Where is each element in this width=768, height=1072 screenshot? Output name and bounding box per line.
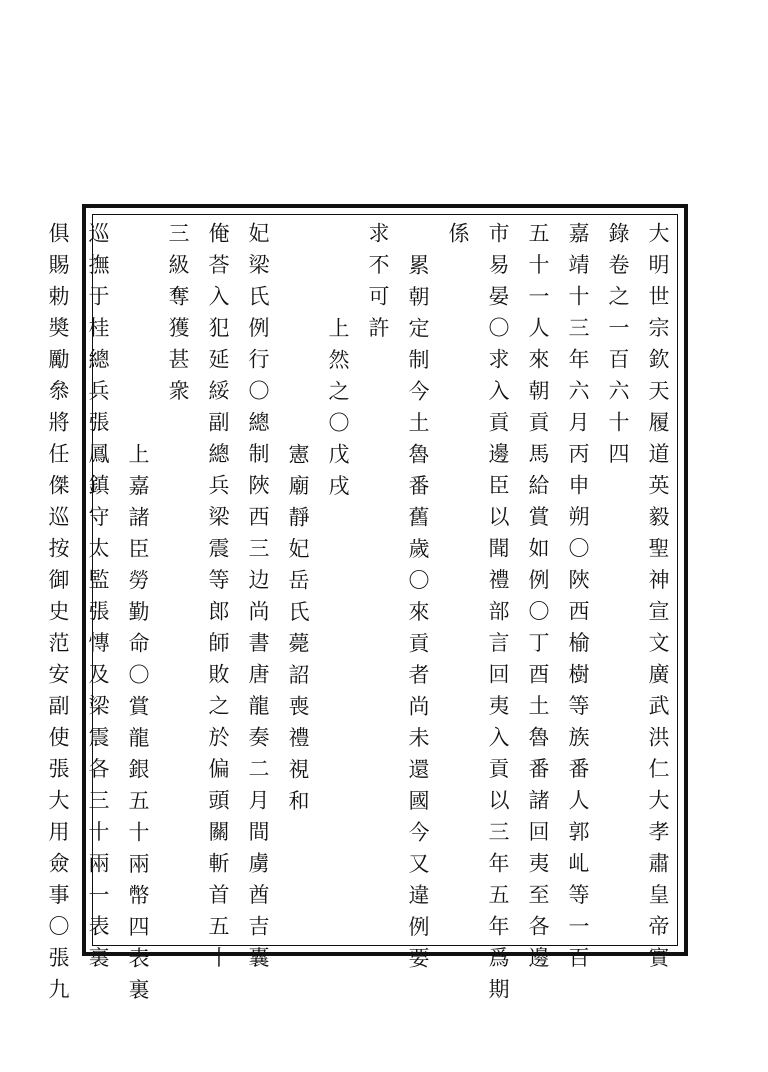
column-text: 俺荅入犯延綏副總兵梁震等郎師敗之於偏頭關斬首五十	[206, 222, 230, 978]
text-column	[78, 222, 118, 978]
column-text: 巡撫于桂總兵張鳳鎮守太監張慱及梁震各三十兩一表裏	[86, 222, 110, 978]
text-column	[358, 222, 398, 940]
text-column	[598, 222, 638, 940]
text-column	[238, 222, 278, 978]
page-frame	[46, 204, 688, 1010]
text-column	[398, 222, 438, 978]
text-column	[558, 222, 598, 978]
column-text: 三級奪獲甚衆	[166, 222, 190, 411]
text-column	[38, 222, 78, 1010]
column-text: 五十一人來朝貢馬給賞如例〇丁酉土魯番諸回夷至各邊	[526, 222, 550, 978]
column-text: 求不可許	[366, 222, 390, 348]
column-text: 俱賜勅奬勵叅將任傑巡按御史范安副使張大用僉事〇張九	[46, 222, 70, 1010]
column-text: 市易晏〇求入貢邊臣以聞禮部言回夷入貢以三年五年爲期	[486, 222, 510, 1010]
text-column	[198, 222, 238, 978]
column-text: 上然之〇戊戌	[326, 316, 350, 506]
text-column	[478, 222, 518, 1010]
text-column	[278, 222, 318, 940]
text-column	[438, 222, 478, 940]
column-text: 憲廟靜妃岳氏薨詔喪禮視和	[286, 442, 310, 821]
text-column	[638, 222, 678, 978]
column-text: 累朝定制今土魯番舊歲〇來貢者尚未還國今又違例要	[406, 253, 430, 978]
text-column	[158, 222, 198, 940]
text-column	[518, 222, 558, 978]
column-text: 錄卷之一百六十四	[606, 222, 630, 474]
column-text: 嘉靖十三年六月丙申朔〇陜西榆樹等族番人郭乢等一百	[566, 222, 590, 978]
column-text: 上嘉諸臣勞勤命〇賞龍銀五十兩幣四表裏	[126, 442, 150, 1010]
column-text: 係	[446, 222, 470, 254]
text-column	[118, 222, 158, 1010]
column-text: 妃梁氏例行〇總制陜西三边尚書唐龍奏二月間虜酋吉囊	[246, 222, 270, 978]
text-columns	[46, 222, 678, 1010]
column-text: 大明世宗欽天履道英毅聖神宣文廣武洪仁大孝肅皇帝實	[646, 222, 670, 978]
text-column	[318, 222, 358, 940]
